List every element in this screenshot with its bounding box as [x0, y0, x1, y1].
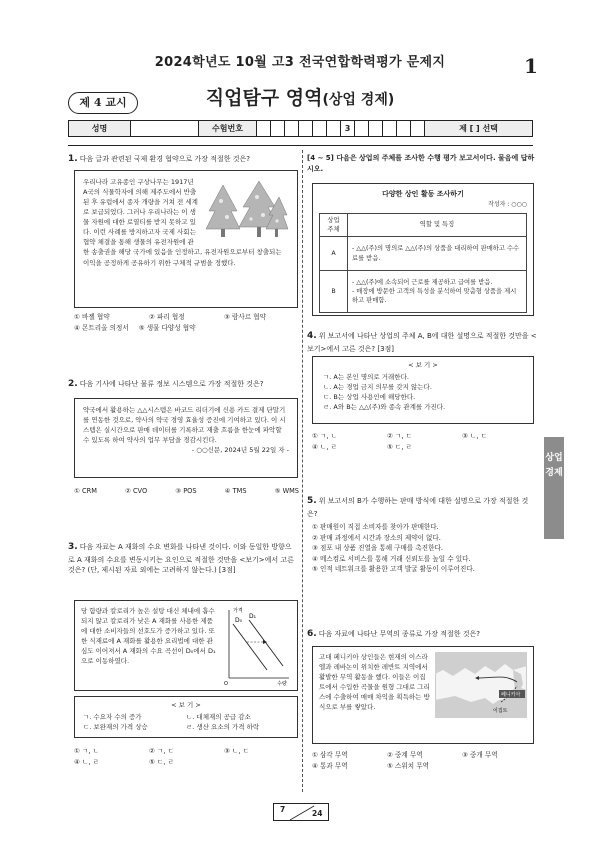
choice-2[interactable]: ② 판매 과정에서 시간과 장소의 제약이 없다.: [312, 533, 441, 542]
choice-1[interactable]: ① 판매원이 직접 소비자를 찾아가 판매한다.: [312, 523, 439, 531]
demand-curve-graph: [223, 606, 291, 686]
choice-4[interactable]: ④ ㄴ, ㄹ: [74, 757, 99, 766]
exam-no-box[interactable]: [411, 121, 425, 136]
report-author: 작성자 : ○○○: [488, 201, 527, 209]
question-5: [307, 495, 537, 519]
bogi-item: ㄷ. B는 상업 사용인에 해당한다.: [323, 393, 416, 402]
col-header-role: 역할 및 특징: [348, 213, 527, 236]
report-title: 다양한 상인 활동 조사하기: [382, 190, 464, 198]
choice-5[interactable]: ⑤ 인적 네트워크를 활용한 고객 발굴 활동이 이루어진다.: [312, 565, 475, 574]
subject-side-tab: 상업 경제: [544, 437, 564, 539]
graph-x-label: 수량: [277, 681, 287, 686]
row-key: B: [320, 271, 348, 313]
q6-passage-text: 고대 페니키아 상인들은 현재의 이스라엘과 레바논이 위치한 레반트 지역에서 활발한 무역 활동을 했다. 이들은 이집트에서 수입한 곡물을 원형 그대로 그리스에 수출하여 매매 차익을 획득하는 방식으로 부를 쌓았다.: [319, 653, 430, 712]
exam-no-box[interactable]: [355, 121, 369, 136]
row-role: - △△(주)의 명의로 △△(주)의 상품을 대리하여 판매하고 수수료를 받음.: [348, 237, 527, 271]
mediterranean-map: [435, 652, 527, 718]
bogi-item: ㄹ. A와 B는 △△(주)와 종속 관계를 가진다.: [323, 403, 446, 412]
bogi-item: ㄹ. 생산 요소의 가격 하락: [186, 723, 260, 732]
exam-no-label: 수험번호: [199, 121, 257, 136]
question-number: 2.: [68, 379, 78, 389]
exam-no-box[interactable]: [285, 121, 299, 136]
question-stem: 다음 글과 관련된 국제 환경 협약으로 가장 적절한 것은?: [79, 155, 250, 163]
choice-label: 제 [ ] 선택: [425, 121, 532, 136]
page-number: 1: [524, 54, 538, 78]
choice-5[interactable]: ⑤ 생물 다양성 협약: [138, 323, 196, 332]
question-number: 5.: [307, 496, 317, 506]
question-number: 4.: [307, 331, 317, 341]
question-number: 3.: [68, 542, 78, 552]
q4-bogi-box: [312, 356, 534, 424]
question-stem: 위 보고서의 B가 수행하는 판매 방식에 대한 설명으로 가장 적절한 것은?: [307, 497, 529, 518]
subject-title: [0, 85, 600, 113]
choice-1[interactable]: ① 바젤 협약: [74, 313, 110, 321]
q6-passage-box: [312, 646, 534, 744]
row-role: - △△(주)에 소속되어 근로를 제공하고 급여를 받음.: [352, 278, 493, 286]
question-stem: 다음 자료는 A 재화의 수요 변화를 나타낸 것이다. 이와 동일한 방향으로 A 재화의 수요를 변동시키는 요인으로 적절한 것만을 <보기>에서 고른 것은? (단, 제시된 자료 외에는 고려하지 않는다.) [3점]: [68, 543, 294, 574]
row-key: A: [320, 237, 348, 271]
map-label-phoenicia: 페니키아: [501, 692, 521, 698]
choice-2[interactable]: ② ㄱ, ㄷ: [387, 432, 412, 440]
q2-article-box: [74, 398, 298, 478]
question-3: [68, 541, 298, 576]
exam-no-box[interactable]: [313, 121, 327, 136]
column-divider: [302, 150, 303, 792]
curve-d1-label: D₁: [249, 613, 257, 620]
bogi-item: ㄴ. A는 경업 금지 의무를 갖지 않는다.: [323, 383, 432, 392]
exam-no-box[interactable]: [299, 121, 313, 136]
choice-2[interactable]: ② CVO: [124, 487, 148, 495]
choice-3[interactable]: ③ ㄴ, ㄷ: [462, 432, 487, 440]
exam-no-box[interactable]: [271, 121, 285, 136]
current-page: 7: [280, 805, 286, 814]
graph-y-label: 가격: [233, 608, 243, 614]
bogi-title: < 보 기 >: [171, 701, 201, 709]
q1-choices: [74, 312, 299, 333]
name-label: 성명: [69, 121, 131, 136]
choice-3[interactable]: ③ POS: [175, 487, 197, 495]
bogi-item: ㄴ. 대체재의 공급 감소: [186, 713, 251, 722]
report-table: [319, 213, 527, 313]
question-1: [68, 153, 296, 167]
q3-passage-text: 당 함량과 칼로리가 높은 설탕 대신 체내에 흡수되지 않고 칼로리가 낮은 A 재화를 사용한 제품에 대한 소비자들의 선호도가 증가하고 있다. 또한 식재료에 A 재화를 활용한 요리법에 대한 관심도 이어져서 A 재화의 수요 곡선이 D₀에서 D₁으로 이동하였다.: [81, 607, 216, 666]
q2-article-text: 약국에서 활용하는 △△시스템은 바코드 리더기에 신용 카드 결제 단말기를 연동한 것으로, 약사의 약국 경영 효율성 증진에 기여하고 있다. 이 시스템은 실시간으로 판매 데이터를 기록하고 재출 흐름을 한눈에 파악할 수 있도록 하여 약사의 업무 부담을 경감시킨다.: [83, 406, 286, 445]
choice-1[interactable]: ① CRM: [74, 487, 97, 495]
question-number: 6.: [307, 629, 317, 639]
graph-origin: O: [224, 681, 228, 686]
exam-no-box[interactable]: [383, 121, 397, 136]
q3-choices: [74, 746, 299, 767]
question-stem: 다음 기사에 나타난 물류 정보 시스템으로 가장 적절한 것은?: [79, 380, 264, 388]
bogi-item: ㄱ. A는 본인 명의로 거래한다.: [323, 373, 409, 382]
fir-trees-illustration: [203, 177, 289, 241]
student-info-bar: [68, 120, 533, 137]
period-badge: 제 4 교시: [68, 92, 138, 114]
choice-5[interactable]: ⑤ ㄷ, ㄹ: [149, 757, 174, 766]
q2-article-source: - ○○신문, 2024년 5월 22일 자 -: [191, 446, 289, 455]
row-role: - 매장에 방문한 고객의 특성을 분석하여 맞춤형 상품을 제시하고 판매함.: [352, 288, 517, 305]
exam-no-box[interactable]: [369, 121, 383, 136]
question-number: 1.: [68, 154, 78, 164]
question-6: [307, 628, 537, 642]
choice-4[interactable]: ④ 몬트리올 의정서: [74, 323, 129, 332]
q4-choices: [312, 431, 537, 452]
col-header-subject: 상업 주체: [320, 213, 348, 236]
choice-4[interactable]: ④ 통과 무역: [312, 761, 348, 770]
question-stem: 다음 자료에 나타난 무역의 종류로 가장 적절한 것은?: [318, 630, 480, 638]
map-label-egypt: 이집트: [493, 708, 508, 714]
subject-sub: (상업 경제): [322, 92, 395, 108]
q5-choices: [312, 522, 537, 575]
subject-main: 직업탐구 영역: [205, 87, 323, 109]
name-field[interactable]: [131, 121, 199, 136]
choice-3[interactable]: ③ 점포 내 상품 진열을 통해 구매를 촉진한다.: [312, 544, 443, 553]
exam-title: 2024학년도 10월 고3 전국연합학력평가 문제지: [154, 55, 446, 70]
choice-4[interactable]: ④ 메스컴로 서비스를 통해 거래 신뢰도를 높일 수 있다.: [312, 554, 471, 563]
report-box: [312, 183, 534, 316]
q2-choices: [74, 486, 299, 497]
choice-3[interactable]: ③ 람사르 협약: [224, 313, 266, 321]
choice-4[interactable]: ④ ㄴ, ㄹ: [312, 442, 337, 451]
choice-3[interactable]: ③ 중개 무역: [462, 751, 498, 759]
question-2: [68, 378, 296, 392]
choice-3[interactable]: ③ ㄴ, ㄷ: [224, 747, 249, 755]
page-counter: [273, 803, 329, 821]
question-stem: 위 보고서에 나타난 상업의 주체 A, B에 대한 설명으로 적절한 것만을 <보기>에서 고른 것은? [3점]: [307, 332, 537, 353]
question-4: [307, 330, 537, 354]
choice-5[interactable]: ⑤ ㄷ, ㄹ: [387, 442, 412, 451]
choice-1[interactable]: ① ㄱ, ㄴ: [74, 747, 99, 755]
exam-no-box[interactable]: [327, 121, 341, 136]
curve-d0-label: D₀: [235, 617, 243, 624]
choice-1[interactable]: ① 삼각 무역: [312, 751, 348, 759]
q6-choices: [312, 750, 537, 771]
choice-5[interactable]: ⑤ 스위치 무역: [387, 761, 429, 770]
bogi-item: ㄱ. 수요자 수의 증가: [83, 713, 142, 722]
bogi-title: < 보 기 >: [408, 361, 438, 369]
total-pages: 24: [312, 809, 323, 818]
set-4-5-intro: [4 ~ 5] 다음은 상업의 주체를 조사한 수행 평가 보고서이다. 물음에 답하시오.: [307, 154, 535, 173]
q3-bogi-box: [74, 696, 298, 738]
q3-passage-box: [74, 600, 298, 691]
header-divider: [68, 145, 533, 146]
exam-no-box[interactable]: [257, 121, 271, 136]
q1-passage-text: 우리나라 고유종인 구상나무는 1917년 A국의 식물학자에 의해 제주도에서 반출된 후 유럽에서 종자 개량을 거쳐 전 세계로 보급되었다. 그러나 우리나라는 이 생물 자원에 대한 로열티를 받지 못하고 있다. 이런 사례를 방지하고자 국제 사회는 협약 체결을 통해 생물의 유전자원에 관한 송출권을 해당 국가에 있음을 인정하고, 유전자원으로부터 창출되는 이익을 공정하게 공유하기 위한 구체적 규범을 정했다.: [83, 178, 282, 267]
choice-2[interactable]: ② 중계 무역: [387, 751, 423, 759]
choice-4[interactable]: ④ TMS: [224, 487, 247, 495]
exam-no-box[interactable]: [397, 121, 411, 136]
q1-passage-box: [74, 170, 298, 308]
exam-no-digit: 3: [341, 121, 355, 136]
choice-2[interactable]: ② ㄱ, ㄷ: [149, 747, 174, 755]
choice-5[interactable]: ⑤ WMS: [274, 487, 299, 495]
choice-1[interactable]: ① ㄱ, ㄴ: [312, 432, 337, 440]
choice-2[interactable]: ② 파리 협정: [149, 313, 185, 321]
bogi-item: ㄷ. 보완재의 가격 상승: [83, 723, 148, 732]
